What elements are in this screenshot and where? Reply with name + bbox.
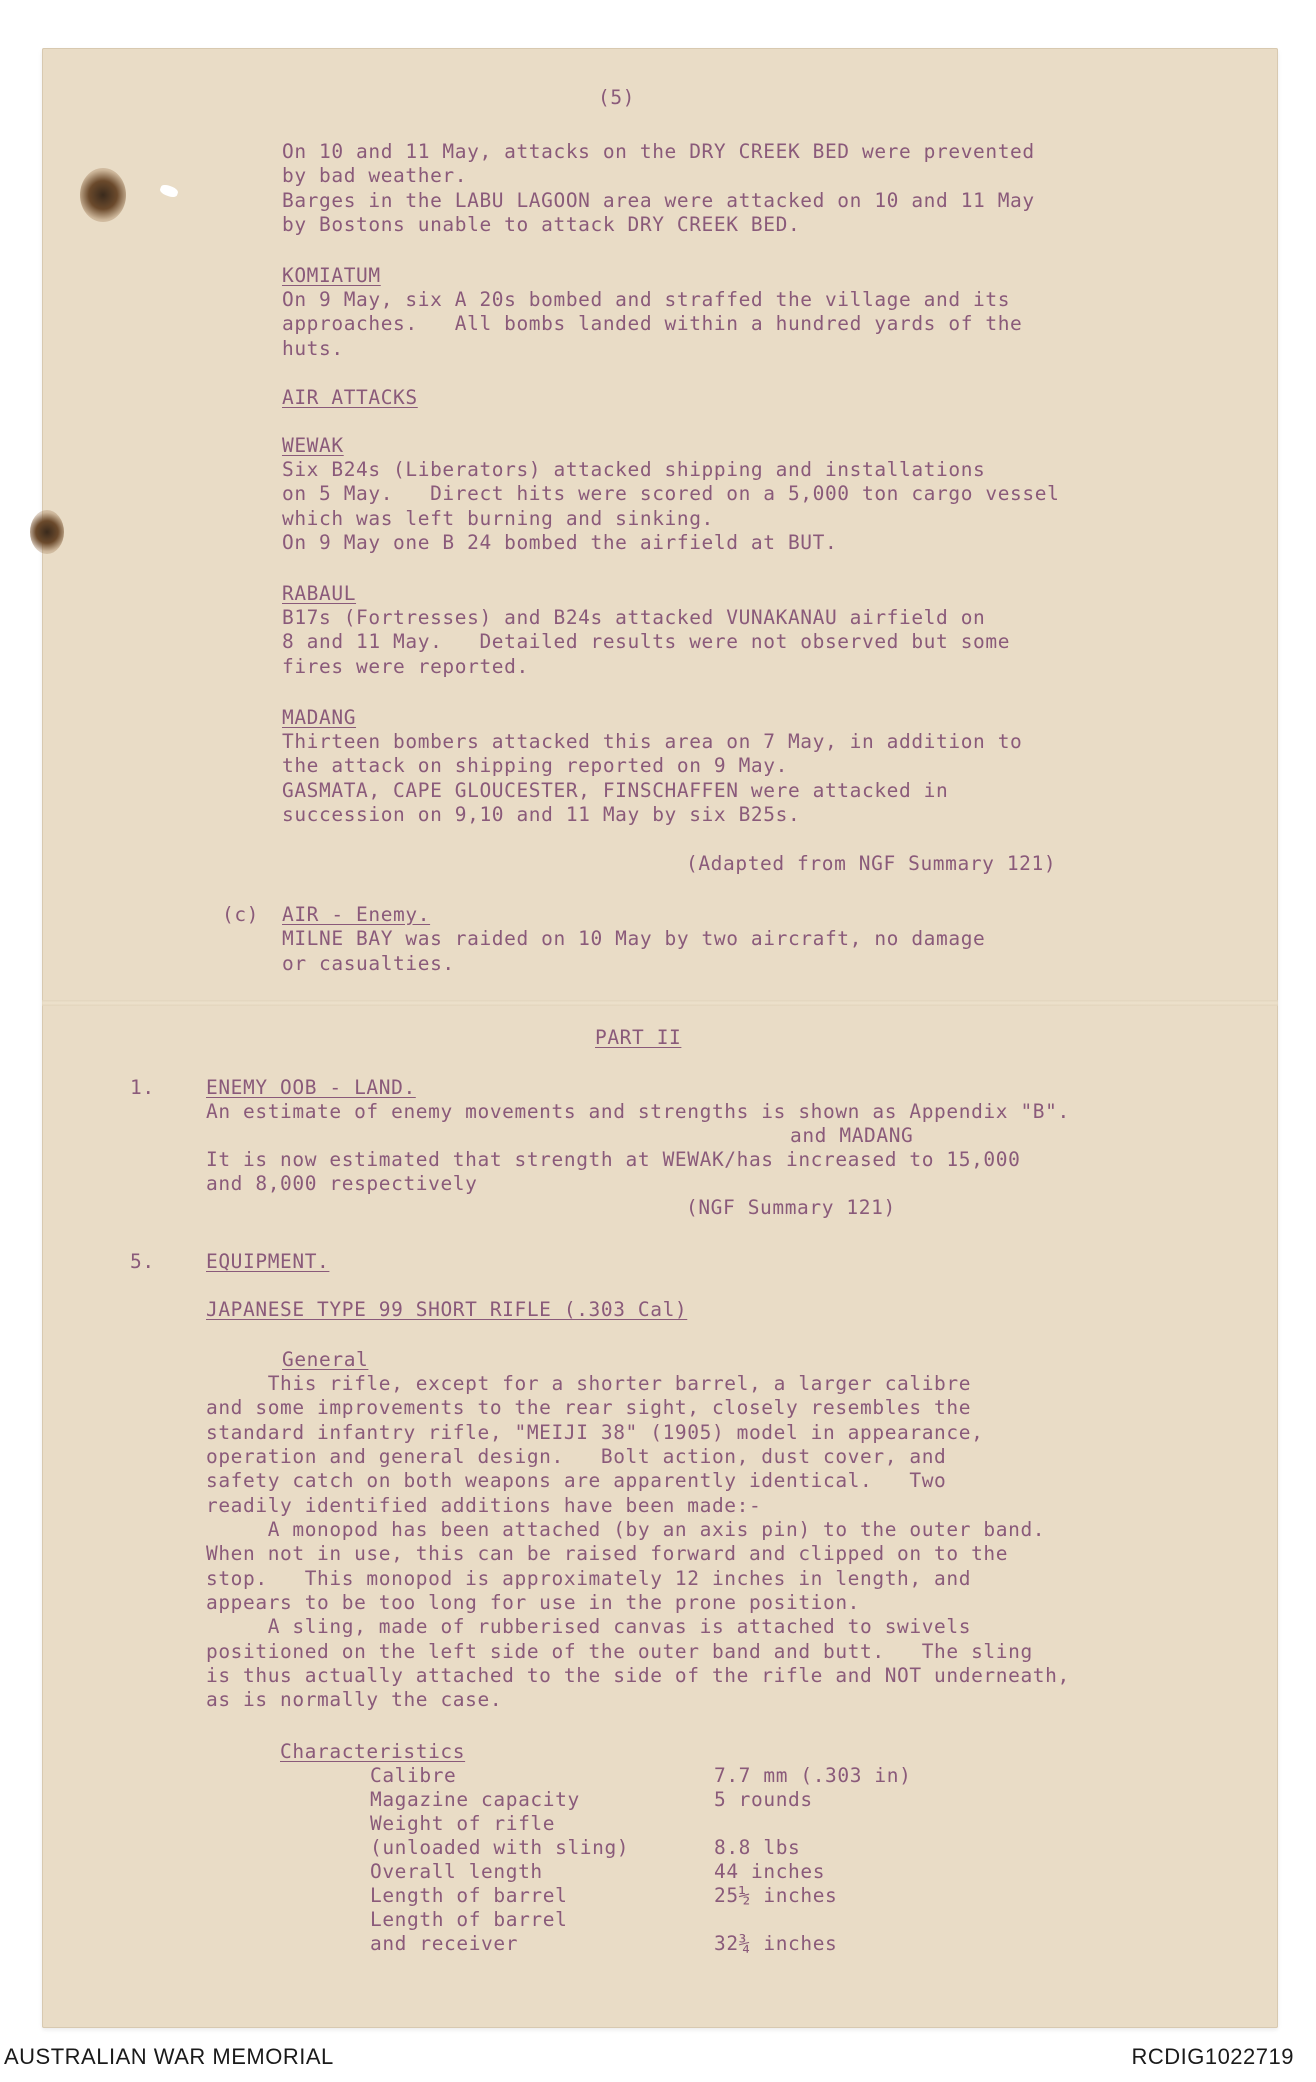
text-line: standard infantry rifle, "MEIJI 38" (1905) model in appearance,: [206, 1421, 984, 1444]
part-two-heading: PART II: [595, 1026, 682, 1049]
text-line: succession on 9,10 and 11 May by six B25s.: [282, 803, 801, 826]
characteristic-label: Weight of rifle: [370, 1812, 556, 1835]
characteristic-label: and receiver: [370, 1932, 519, 1955]
rabaul-heading: RABAUL: [282, 582, 357, 605]
source-citation: (Adapted from NGF Summary 121): [686, 852, 1057, 875]
text-line: by Bostons unable to attack DRY CREEK BED.: [282, 213, 801, 236]
text-line: This rifle, except for a shorter barrel, a larger calibre: [206, 1372, 972, 1395]
text-line: On 9 May one B 24 bombed the airfield at BUT.: [282, 531, 838, 554]
text-line: and 8,000 respectively: [206, 1172, 478, 1195]
text-line: as is normally the case.: [206, 1688, 503, 1711]
characteristics-heading: Characteristics: [280, 1740, 466, 1763]
characteristic-label: Calibre: [370, 1764, 457, 1787]
archive-footer-left: AUSTRALIAN WAR MEMORIAL: [4, 2044, 334, 2069]
text-line: GASMATA, CAPE GLOUCESTER, FINSCHAFFEN were attacked in: [282, 779, 949, 802]
text-line: MILNE BAY was raided on 10 May by two aircraft, no damage: [282, 927, 986, 950]
characteristic-label: Overall length: [370, 1860, 543, 1883]
text-line: Barges in the LABU LAGOON area were attacked on 10 and 11 May: [282, 189, 1035, 212]
text-line: A monopod has been attached (by an axis pin) to the outer band.: [206, 1518, 1046, 1541]
text-line: safety catch on both weapons are apparently identical. Two: [206, 1469, 947, 1492]
text-line: positioned on the left side of the outer band and butt. The sling: [206, 1640, 1033, 1663]
text-line: appears to be too long for use in the prone position.: [206, 1591, 861, 1614]
madang-heading: MADANG: [282, 706, 357, 729]
text-line: B17s (Fortresses) and B24s attacked VUNAKANAU airfield on: [282, 606, 986, 629]
text-line: stop. This monopod is approximately 12 inches in length, and: [206, 1567, 972, 1590]
text-line: by bad weather.: [282, 164, 468, 187]
page-number: (5): [598, 86, 636, 109]
section-label: (c): [222, 903, 260, 926]
text-line: fires were reported.: [282, 655, 529, 678]
characteristic-value: 25½ inches: [714, 1884, 838, 1907]
text-line: approaches. All bombs landed within a hundred yards of the: [282, 312, 1023, 335]
characteristic-value: 7.7 mm (.303 in): [714, 1764, 912, 1787]
characteristic-value: 44 inches: [714, 1860, 826, 1883]
text-line: which was left burning and sinking.: [282, 507, 714, 530]
section-number: 1.: [130, 1076, 155, 1099]
characteristic-label: (unloaded with sling): [370, 1836, 630, 1859]
wewak-heading: WEWAK: [282, 434, 344, 457]
characteristic-value: 5 rounds: [714, 1788, 813, 1811]
source-citation: (NGF Summary 121): [686, 1196, 896, 1219]
text-line: the attack on shipping reported on 9 May.: [282, 754, 788, 777]
characteristic-label: Magazine capacity: [370, 1788, 580, 1811]
characteristic-value: 8.8 lbs: [714, 1836, 801, 1859]
text-line: 8 and 11 May. Detailed results were not observed but some: [282, 630, 1011, 653]
text-line: Thirteen bombers attacked this area on 7 May, in addition to: [282, 730, 1023, 753]
text-line: is thus actually attached to the side of the rifle and NOT underneath,: [206, 1664, 1070, 1687]
text-line: and some improvements to the rear sight, closely resembles the: [206, 1396, 972, 1419]
handwritten-insertion: and MADANG: [790, 1124, 914, 1147]
general-heading: General: [282, 1348, 369, 1371]
characteristic-value: 32¾ inches: [714, 1932, 838, 1955]
text-line: readily identified additions have been made:-: [206, 1494, 762, 1517]
text-line: or casualties.: [282, 952, 455, 975]
text-line: huts.: [282, 337, 344, 360]
text-line: When not in use, this can be raised forward and clipped on to the: [206, 1542, 1009, 1565]
archive-footer-right: RCDIG1022719: [1131, 2044, 1294, 2069]
text-line: On 9 May, six A 20s bombed and straffed the village and its: [282, 288, 1011, 311]
text-line: A sling, made of rubberised canvas is attached to swivels: [206, 1615, 972, 1638]
text-line: operation and general design. Bolt action, dust cover, and: [206, 1445, 947, 1468]
text-line: It is now estimated that strength at WEWAK/has increased to 15,000: [206, 1148, 1021, 1171]
characteristic-label: Length of barrel: [370, 1908, 568, 1931]
equipment-heading: EQUIPMENT.: [206, 1250, 330, 1273]
section-number: 5.: [130, 1250, 155, 1273]
air-enemy-heading: AIR - Enemy.: [282, 903, 431, 926]
characteristic-label: Length of barrel: [370, 1884, 568, 1907]
text-line: An estimate of enemy movements and strengths is shown as Appendix "B".: [206, 1100, 1070, 1123]
air-attacks-heading: AIR ATTACKS: [282, 386, 418, 409]
komiatum-heading: KOMIATUM: [282, 264, 381, 287]
text-line: Six B24s (Liberators) attacked shipping and installations: [282, 458, 986, 481]
rifle-subheading: JAPANESE TYPE 99 SHORT RIFLE (.303 Cal): [206, 1298, 688, 1321]
text-line: On 10 and 11 May, attacks on the DRY CREEK BED were prevented: [282, 140, 1035, 163]
enemy-oob-heading: ENEMY OOB - LAND.: [206, 1076, 416, 1099]
text-line: on 5 May. Direct hits were scored on a 5,000 ton cargo vessel: [282, 482, 1060, 505]
